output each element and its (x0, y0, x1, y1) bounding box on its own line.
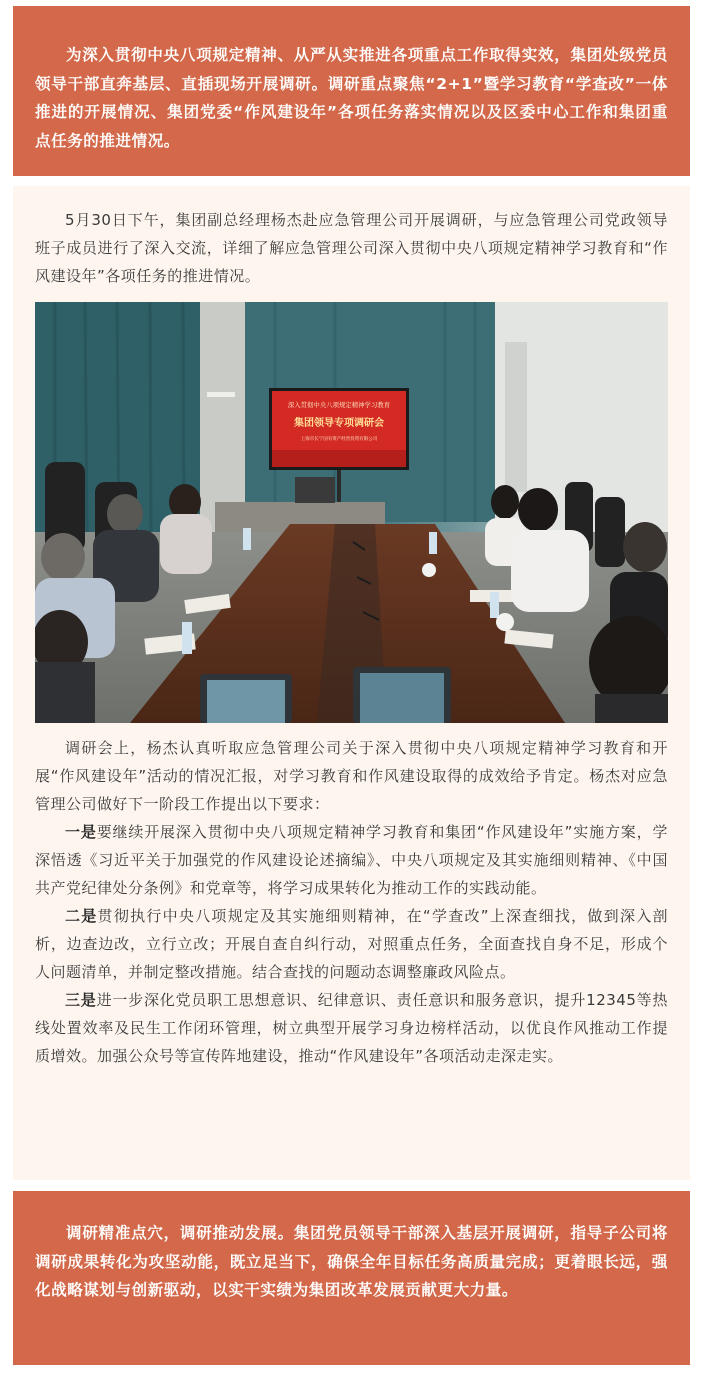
body-paragraph-4 (35, 986, 668, 1070)
meeting-photo (35, 302, 668, 723)
body-paragraph-3 (35, 902, 668, 986)
screen-title: 集团领导专项调研会 (294, 418, 384, 429)
point-three-text: 进一步深化党员职工思想意识、纪律意识、责任意识和服务意识，提升12345等热线处置效率及民生工作闭环管理，树立典型开展学习身边榜样活动，以优良作风推动工作提质增效。加强公众号等宣传阵地建设，推动“作风建设年”各项活动走深走实。 (35, 991, 668, 1065)
bottom-summary-text: 调研精准点穴，调研推动发展。集团党员领导干部深入基层开展调研，指导子公司将调研成果转化为攻坚动能，既立足当下，确保全年目标任务高质量完成；更着眼长远，强化战略谋划与创新驱动，以实干实绩为集团改革发展贡献更大力量。 (35, 1224, 668, 1299)
body-paragraph-1: 调研会上，杨杰认真听取应急管理公司关于深入贯彻中央八项规定精神学习教育和开展“作风建设年”活动的情况汇报，对学习教育和作风建设取得的成效给予肯定。杨杰对应急管理公司做好下一阶段工作提出以下要求： (35, 739, 668, 813)
body-paragraph-2 (35, 818, 668, 902)
top-summary-banner (13, 6, 690, 176)
point-one-lead: 一是 (65, 823, 97, 841)
article-panel (13, 186, 690, 1180)
point-three-lead: 三是 (65, 991, 97, 1009)
article-body (35, 734, 668, 1070)
bottom-summary-banner (13, 1191, 690, 1365)
point-one-text: 要继续开展深入贯彻中央八项规定精神学习教育和集团“作风建设年”实施方案，学深悟透《习近平关于加强党的作风建设论述摘编》、中央八项规定及其实施细则精神、《中国共产党纪律处分条例》和党章等，将学习成果转化为推动工作的实践动能。 (35, 823, 668, 897)
point-two-text: 贯彻执行中央八项规定及其实施细则精神，在“学查改”上深查细找，做到深入剖析，边查边改，立行立改；开展自查自纠行动，对照重点任务，全面查找自身不足，形成个人问题清单，并制定整改措施。结合查找的问题动态调整廉政风险点。 (35, 907, 668, 981)
intro-paragraph: 5月30日下午，集团副总经理杨杰赴应急管理公司开展调研，与应急管理公司党政领导班子成员进行了深入交流，详细了解应急管理公司深入贯彻中央八项规定精神学习教育和“作风建设年”各项任务的推进情况。 (35, 211, 668, 285)
point-two-lead: 二是 (65, 907, 98, 925)
top-summary-text: 为深入贯彻中央八项规定精神、从严从实推进各项重点工作取得实效，集团处级党员领导干部直奔基层、直插现场开展调研。调研重点聚焦“2+1”暨学习教育“学查改”一体推进的开展情况、集团党委“作风建设年”各项任务落实情况以及区委中心工作和集团重点任务的推进情况。 (35, 46, 668, 150)
screen-line3: 上海市长宁国有资产经营投资有限公司 (300, 437, 378, 442)
screen-line1: 深入贯彻中央八项规定精神学习教育 (287, 401, 391, 409)
